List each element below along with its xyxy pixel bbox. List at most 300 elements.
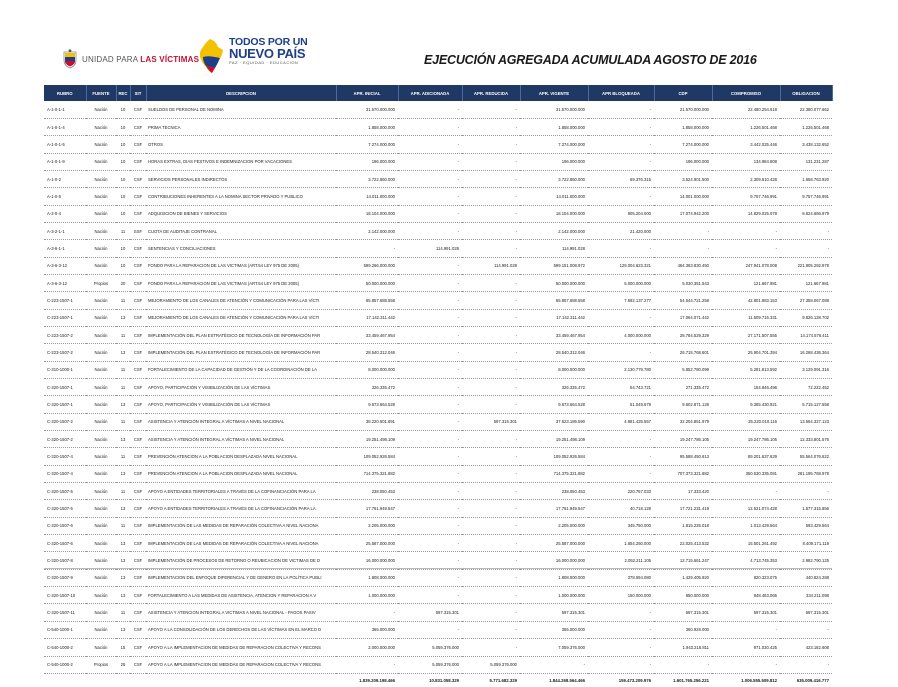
- table-cell: 11: [116, 379, 130, 396]
- table-cell: 1.658.763.920: [780, 170, 832, 187]
- table-cell: -: [462, 274, 520, 291]
- table-cell: Nación: [86, 552, 116, 569]
- table-row: [44, 344, 832, 361]
- table-cell: 5.059.376.000: [398, 639, 462, 656]
- table-cell: Nación: [86, 639, 116, 656]
- table-cell: 365.000.000: [336, 621, 398, 638]
- table-cell: APOYO A LA IMPLEMENTACION DE MEDIDAS DE REPARACION COLECTIVA Y RECONS: [146, 639, 336, 656]
- table-row: [44, 292, 832, 309]
- table-cell: 345.750.000: [588, 517, 654, 534]
- table-cell: 1.808.000.000: [336, 569, 398, 586]
- table-cell: -: [462, 326, 520, 343]
- table-cell: 13: [116, 344, 130, 361]
- table-cell: Nación: [86, 448, 116, 465]
- table-cell: CSF: [130, 309, 146, 326]
- slogan-line-1: TODOS POR UN: [229, 36, 308, 48]
- table-cell: 10: [116, 170, 130, 187]
- table-cell: APOYO A LA CONSOLIDACIÓN DE LOS DERECHOS DE LAS VÍCTIMAS EN EL MARCO D: [146, 621, 336, 638]
- table-cell: -: [398, 396, 462, 413]
- table-cell: 360.928.000: [654, 621, 712, 638]
- table-cell: CSF: [130, 448, 146, 465]
- table-cell: 9.673.664.528: [520, 396, 588, 413]
- table-cell: 109.052.926.584: [336, 448, 398, 465]
- table-cell: -: [462, 379, 520, 396]
- table-cell: A-3-6-1-1: [44, 240, 86, 257]
- table-cell: 13: [116, 465, 130, 482]
- table-cell: 50.000.000.000: [336, 274, 398, 291]
- total-cell: 1.839.209.198.466: [359, 678, 395, 684]
- table-cell: Nación: [86, 101, 116, 118]
- table-cell: 1.943.218.811: [654, 639, 712, 656]
- table-cell: 27.358.067.088: [780, 292, 832, 309]
- table-cell: 9.673.664.528: [336, 396, 398, 413]
- table-cell: 593.429.564: [780, 517, 832, 534]
- total-cell: 10.831.058.329: [429, 678, 459, 684]
- table-row: [44, 569, 832, 586]
- table-cell: 121.667.981: [712, 274, 780, 291]
- table-cell: 9.757.746.991: [712, 188, 780, 205]
- table-cell: 54.743.721: [588, 379, 654, 396]
- table-cell: -: [462, 205, 520, 222]
- table-cell: -: [588, 431, 654, 448]
- table-cell: -: [462, 483, 520, 500]
- table-cell: 13.564.327.123: [780, 413, 832, 430]
- table-cell: 4.881.425.557: [588, 413, 654, 430]
- table-cell: A-1-0-1-4: [44, 118, 86, 135]
- table-cell: 1.858.000.000: [336, 118, 398, 135]
- table-row: [44, 188, 832, 205]
- table-cell: -: [588, 344, 654, 361]
- table-cell: 5.059.376.000: [398, 656, 462, 673]
- table-cell: 378.594.080: [588, 569, 654, 586]
- table-cell: -: [462, 222, 520, 239]
- table-cell: CSF: [130, 517, 146, 534]
- table-cell: C-320-1507-6: [44, 517, 86, 534]
- table-cell: 69.376.315: [588, 170, 654, 187]
- column-header: OBLIGACION: [780, 85, 832, 101]
- table-cell: -: [398, 257, 462, 274]
- table-cell: -: [462, 309, 520, 326]
- table-cell: 15: [116, 639, 130, 656]
- table-cell: -: [398, 292, 462, 309]
- table-cell: 850.000.000: [654, 587, 712, 604]
- table-cell: 8.000.000.000: [336, 361, 398, 378]
- table-cell: -: [654, 240, 712, 257]
- table-cell: 28.540.312.046: [520, 344, 588, 361]
- victims-unit-wordmark: UNIDAD PARA LAS VÍCTIMAS: [82, 54, 200, 64]
- table-cell: -: [398, 274, 462, 291]
- table-row: [44, 136, 832, 153]
- table-cell: 21.570.000.000: [654, 101, 712, 118]
- table-cell: 150.000.000: [588, 587, 654, 604]
- table-cell: 350.530.335.081: [712, 465, 780, 482]
- total-cell: 635.009.416.777: [796, 678, 829, 684]
- table-cell: CSF: [130, 500, 146, 517]
- table-cell: IMPLEMENTACIÓN DE LAS MEDIDAS DE REPARACIÓN COLECTIVA A NIVEL NACIONA: [146, 535, 336, 552]
- table-cell: 13: [116, 500, 130, 517]
- table-row: [44, 621, 832, 638]
- table-cell: CSF: [130, 257, 146, 274]
- table-cell: 271.335.472: [654, 379, 712, 396]
- table-cell: CSF: [130, 136, 146, 153]
- table-cell: 17.333.420: [654, 483, 712, 500]
- table-cell: 1.000.000.000: [520, 587, 588, 604]
- table-cell: 714.375.321.882: [336, 465, 398, 482]
- table-cell: -: [462, 170, 520, 187]
- table-cell: Nación: [86, 500, 116, 517]
- table-cell: Nación: [86, 153, 116, 170]
- table-cell: FONDO PARA LA REPARACION DE LAS VICTIMAS (ART.54 LEY 975 DE 2005): [146, 257, 336, 274]
- table-cell: 13: [116, 431, 130, 448]
- table-cell: 597.315.301: [780, 604, 832, 621]
- table-cell: 238.050.453: [520, 483, 588, 500]
- table-row: [44, 153, 832, 170]
- table-cell: -: [462, 569, 520, 586]
- table-cell: 2.142.000.000: [336, 222, 398, 239]
- table-cell: Nación: [86, 396, 116, 413]
- table-cell: CSF: [130, 326, 146, 343]
- table-cell: 440.824.288: [780, 569, 832, 586]
- table-cell: 22.025.413.532: [654, 535, 712, 552]
- table-cell: 27.171.507.555: [712, 326, 780, 343]
- table-cell: -: [462, 621, 520, 638]
- table-cell: 4.713.745.353: [712, 552, 780, 569]
- table-cell: 423.182.608: [780, 639, 832, 656]
- table-cell: 3.524.901.500: [654, 170, 712, 187]
- table-cell: A-1-0-1-1: [44, 101, 86, 118]
- column-header: APR. INICIAL: [336, 85, 398, 101]
- table-cell: -: [588, 240, 654, 257]
- table-cell: 3.129.091.316: [780, 361, 832, 378]
- table-cell: CSF: [130, 569, 146, 586]
- budget-execution-table: [44, 85, 833, 687]
- report-title: EJECUCIÓN AGREGADA ACUMULADA AGOSTO DE 2016: [424, 53, 757, 67]
- table-cell: 599.266.000.000: [336, 257, 398, 274]
- table-cell: 10: [116, 205, 130, 222]
- table-cell: CSF: [130, 396, 146, 413]
- table-cell: Propios: [86, 274, 116, 291]
- table-cell: 10: [116, 153, 130, 170]
- table-cell: 28.784.529.329: [654, 326, 712, 343]
- table-cell: MEJORAMIENTO DE LOS CANALES DE ATENCIÓN Y COMUNICACIÓN PARA LAS VÍCTI: [146, 309, 336, 326]
- table-cell: -: [398, 552, 462, 569]
- table-cell: IMPLEMENTACIÓN DEL PLAN ESTRATÉGICO DE TECNOLOGÍA DE INFORMACIÓN PAR: [146, 326, 336, 343]
- table-cell: IMPLEMENTACIÓN DE PROCESOS DE RETORNO O REUBICACION DE VICTIMAS DE D: [146, 552, 336, 569]
- table-cell: MEJORAMIENTO DE LOS CANALES DE ATENCIÓN Y COMUNICACIÓN PARA LAS VÍCTI: [146, 292, 336, 309]
- table-cell: 597.315.301: [712, 604, 780, 621]
- table-body: [44, 101, 832, 673]
- table-cell: 2.052.211.105: [588, 552, 654, 569]
- table-cell: 9.757.746.991: [780, 188, 832, 205]
- table-cell: Nación: [86, 604, 116, 621]
- table-cell: 196.000.000: [654, 153, 712, 170]
- table-cell: C-320-1507-2: [44, 413, 86, 430]
- table-cell: IMPLEMENTACIÓN DEL PLAN ESTRATÉGICO DE TECNOLOGÍA DE INFORMACIÓN PAR: [146, 344, 336, 361]
- table-cell: CSF: [130, 101, 146, 118]
- table-cell: 5.715.127.558: [780, 396, 832, 413]
- table-cell: 19.247.786.105: [712, 431, 780, 448]
- table-row: [44, 396, 832, 413]
- table-cell: 95.588.450.613: [654, 448, 712, 465]
- table-cell: 17.142.311.442: [520, 309, 588, 326]
- table-cell: C-320-1507-6: [44, 535, 86, 552]
- table-cell: CSF: [130, 188, 146, 205]
- table-row: [44, 205, 832, 222]
- table-cell: CSF: [130, 552, 146, 569]
- table-cell: 4.000.000.000: [588, 326, 654, 343]
- table-cell: -: [398, 431, 462, 448]
- table-row: [44, 413, 832, 430]
- table-cell: SSF: [130, 222, 146, 239]
- table-cell: 14.829.025.078: [712, 205, 780, 222]
- table-cell: 13: [116, 621, 130, 638]
- table-cell: 51.049.679: [588, 396, 654, 413]
- table-row: [44, 639, 832, 656]
- table-cell: IMPLEMENTACIÓN DE LAS MEDIDAS DE REPARACIÓN COLECTIVA A NIVEL NACIONA: [146, 517, 336, 534]
- table-cell: -: [462, 587, 520, 604]
- table-row: [44, 309, 832, 326]
- table-cell: CSF: [130, 240, 146, 257]
- table-row: [44, 656, 832, 673]
- table-cell: OTROS: [146, 136, 336, 153]
- table-cell: SENTENCIAS Y CONCILIACIONES: [146, 240, 336, 257]
- totals-spacer: [44, 673, 336, 687]
- table-cell: Nación: [86, 136, 116, 153]
- table-row: [44, 118, 832, 135]
- table-cell: Nación: [86, 240, 116, 257]
- table-cell: -: [588, 101, 654, 118]
- table-cell: FORTALECIMIENTO DE LA CAPACIDAD DE GESTIÓN Y DE LA COORDINACIÓN DE LA: [146, 361, 336, 378]
- table-cell: 365.000.000: [520, 621, 588, 638]
- table-row: [44, 257, 832, 274]
- table-cell: APOYO A ENTIDADES TERRITORIALES A TRAVÉS DE LA COFINANCIACIÓN PARA LA: [146, 500, 336, 517]
- table-cell: C-320-1507-1: [44, 396, 86, 413]
- table-cell: 1.815.225.018: [654, 517, 712, 534]
- table-cell: 8.000.000.000: [520, 361, 588, 378]
- table-cell: Nación: [86, 344, 116, 361]
- table-cell: 2.982.790.125: [780, 552, 832, 569]
- table-row: [44, 101, 832, 118]
- table-cell: CSF: [130, 379, 146, 396]
- table-cell: C-223-1507-1: [44, 292, 86, 309]
- table-cell: C-223-1507-2: [44, 344, 86, 361]
- table-cell: -: [588, 153, 654, 170]
- table-header-row: [44, 85, 832, 101]
- table-cell: 1.226.501.468: [712, 118, 780, 135]
- table-cell: -: [398, 535, 462, 552]
- table-cell: 15.501.261.492: [712, 535, 780, 552]
- table-cell: C-320-1507-2: [44, 431, 86, 448]
- table-cell: -: [462, 396, 520, 413]
- table-cell: 22.480.254.618: [712, 101, 780, 118]
- table-cell: 5.281.813.592: [712, 361, 780, 378]
- table-row: [44, 240, 832, 257]
- table-cell: APOYO, PARTICIPACIÓN Y VISIBILIZACIÓN DE LAS VÍCTIMAS: [146, 379, 336, 396]
- table-cell: -: [654, 656, 712, 673]
- table-cell: 134.984.808: [712, 153, 780, 170]
- table-cell: -: [398, 483, 462, 500]
- column-header: COMPROMISO: [712, 85, 780, 101]
- table-cell: 1.654.250.000: [588, 535, 654, 552]
- table-cell: 33.459.467.954: [520, 326, 588, 343]
- table-cell: 154.846.496: [712, 379, 780, 396]
- table-cell: 131.231.287: [780, 153, 832, 170]
- table-cell: 3.438.132.652: [780, 136, 832, 153]
- table-cell: -: [780, 483, 832, 500]
- table-cell: ASISTENCIA Y ATENCIÓN INTEGRAL A VÍCTIMAS A NIVEL NACIONAL: [146, 431, 336, 448]
- table-cell: -: [462, 500, 520, 517]
- table-cell: -: [588, 448, 654, 465]
- table-cell: Nación: [86, 517, 116, 534]
- table-cell: -: [398, 118, 462, 135]
- table-cell: 26.715.768.601: [654, 344, 712, 361]
- table-row: [44, 587, 832, 604]
- table-cell: 1.808.000.000: [520, 569, 588, 586]
- table-cell: -: [398, 621, 462, 638]
- table-row: [44, 361, 832, 378]
- table-cell: 72.222.452: [780, 379, 832, 396]
- table-row: [44, 448, 832, 465]
- table-cell: -: [712, 222, 780, 239]
- table-cell: ASISTENCIA Y ATENCIÓN INTEGRAL A VÍCTIMAS A NIVEL NACIONAL: [146, 413, 336, 430]
- table-cell: 1.013.429.564: [712, 517, 780, 534]
- table-cell: A-3-6-3-12: [44, 274, 86, 291]
- table-cell: 129.004.623.321: [588, 257, 654, 274]
- table-row: [44, 535, 832, 552]
- table-cell: 31.570.000.000: [520, 101, 588, 118]
- table-cell: 13: [116, 587, 130, 604]
- table-cell: -: [398, 136, 462, 153]
- table-cell: -: [712, 240, 780, 257]
- table-cell: A-3-2-1-1: [44, 222, 86, 239]
- table-cell: 11: [116, 413, 130, 430]
- table-cell: CSF: [130, 483, 146, 500]
- table-cell: A-1-0-1-9: [44, 153, 86, 170]
- table-cell: -: [398, 188, 462, 205]
- slogan-line-3: PAZ · EQUIDAD · EDUCACIÓN: [229, 60, 299, 65]
- table-cell: -: [654, 222, 712, 239]
- table-cell: 1.226.501.468: [780, 118, 832, 135]
- column-header: RUBRO: [44, 85, 86, 101]
- table-cell: C-320-1507-10: [44, 587, 86, 604]
- table-cell: C-320-1507-5: [44, 500, 86, 517]
- table-cell: 5.000.000.000: [588, 274, 654, 291]
- table-cell: 2.142.000.000: [520, 222, 588, 239]
- table-cell: Nación: [86, 205, 116, 222]
- table-cell: 1.858.000.000: [520, 118, 588, 135]
- table-cell: 7.692.137.277: [588, 292, 654, 309]
- table-cell: FORTALECIMIENTO A LAS MEDIDAS DE ASISTENCIA, ATENCION Y REPARACION A V: [146, 587, 336, 604]
- table-cell: Nación: [86, 309, 116, 326]
- table-cell: Nación: [86, 170, 116, 187]
- table-cell: C-320-1507-9: [44, 569, 86, 586]
- table-cell: 10: [116, 101, 130, 118]
- table-cell: 1.429.405.920: [654, 569, 712, 586]
- table-cell: CSF: [130, 535, 146, 552]
- table-cell: 10: [116, 136, 130, 153]
- table-cell: 33.459.467.954: [336, 326, 398, 343]
- table-row: [44, 465, 832, 482]
- table-cell: CSF: [130, 170, 146, 187]
- table-cell: -: [780, 656, 832, 673]
- table-cell: -: [462, 431, 520, 448]
- table-cell: 1.577.315.856: [780, 500, 832, 517]
- column-header: APR. ADICIONADA: [398, 85, 462, 101]
- table-cell: 18.104.000.000: [336, 205, 398, 222]
- table-cell: 10: [116, 240, 130, 257]
- table-cell: 55.564.076.622: [780, 448, 832, 465]
- table-cell: 11: [116, 292, 130, 309]
- table-cell: 16.000.000.000: [336, 552, 398, 569]
- table-cell: 19.251.498.109: [336, 431, 398, 448]
- table-cell: 11: [116, 361, 130, 378]
- table-cell: -: [398, 309, 462, 326]
- table-cell: -: [462, 153, 520, 170]
- table-cell: 14.011.000.000: [336, 188, 398, 205]
- table-cell: 11: [116, 326, 130, 343]
- table-cell: CSF: [130, 361, 146, 378]
- table-cell: CSF: [130, 205, 146, 222]
- table-cell: 11: [116, 483, 130, 500]
- table-cell: -: [336, 240, 398, 257]
- table-cell: 597.315.301: [398, 604, 462, 621]
- table-cell: 1.858.000.000: [654, 118, 712, 135]
- table-cell: -: [398, 326, 462, 343]
- totals-divider: [44, 568, 832, 569]
- table-cell: -: [398, 587, 462, 604]
- table-cell: C-320-1507-4: [44, 448, 86, 465]
- table-cell: A-1-0-5: [44, 188, 86, 205]
- table-cell: A-3-6-3-12: [44, 257, 86, 274]
- table-cell: 5.852.780.099: [654, 361, 712, 378]
- table-row: [44, 431, 832, 448]
- table-cell: -: [462, 535, 520, 552]
- table-cell: 14.011.000.000: [520, 188, 588, 205]
- table-cell: 9.365.430.921: [712, 396, 780, 413]
- table-cell: 18.104.000.000: [520, 205, 588, 222]
- table-cell: -: [398, 500, 462, 517]
- table-cell: 281.195.768.978: [780, 465, 832, 482]
- table-cell: 13: [116, 309, 130, 326]
- table-cell: 42.801.883.153: [712, 292, 780, 309]
- table-cell: -: [462, 136, 520, 153]
- table-cell: Nación: [86, 257, 116, 274]
- table-cell: PRIMA TECNICA: [146, 118, 336, 135]
- table-cell: CSF: [130, 118, 146, 135]
- table-cell: -: [398, 448, 462, 465]
- table-cell: 17.761.949.547: [520, 500, 588, 517]
- table-cell: 65.857.688.558: [520, 292, 588, 309]
- table-cell: 221.805.292.978: [780, 257, 832, 274]
- table-cell: CONTRIBUCIONES INHERENTES A LA NOMINA SECTOR PRIVADO Y PUBLICO: [146, 188, 336, 205]
- table-cell: -: [398, 205, 462, 222]
- table-cell: ASISTENCIA Y ATENCION INTEGRAL A VICTIMAS A NIVEL NACIONAL - PAGOS PASIV: [146, 604, 336, 621]
- table-row: [44, 379, 832, 396]
- table-cell: -: [462, 344, 520, 361]
- table-cell: 114.991.028: [462, 257, 520, 274]
- table-cell: C-223-1507-1: [44, 309, 86, 326]
- table-cell: C-320-1507-11: [44, 604, 86, 621]
- table-cell: 2.309.610.428: [712, 170, 780, 187]
- table-cell: -: [588, 639, 654, 656]
- table-cell: 2.000.000.000: [336, 639, 398, 656]
- table-cell: 12.521.074.428: [712, 500, 780, 517]
- table-cell: CSF: [130, 413, 146, 430]
- table-row: [44, 222, 832, 239]
- table-cell: 196.000.000: [336, 153, 398, 170]
- table-cell: 13: [116, 396, 130, 413]
- table-cell: Nación: [86, 431, 116, 448]
